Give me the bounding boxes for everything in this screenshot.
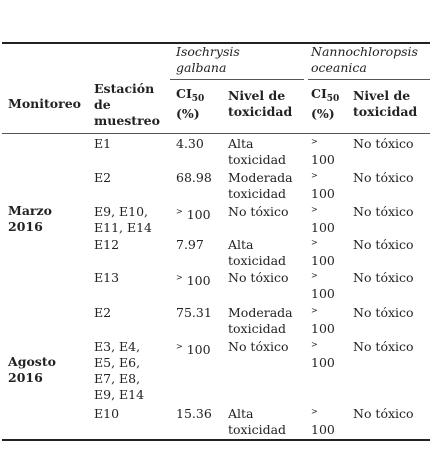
- bottom-rule: [2, 439, 430, 441]
- ci50-cell-1: > 100: [176, 273, 211, 288]
- ci50-cell-2: 100: [311, 152, 335, 167]
- toxicity-cell-2: No tóxico: [353, 270, 414, 285]
- station-cell: E10: [94, 406, 120, 421]
- ci50-cell-1: 4.30: [176, 136, 204, 151]
- toxicity-cell-1: Alta toxicidad: [228, 237, 287, 268]
- ci50-cell-1: 7.97: [176, 237, 204, 252]
- toxicity-cell-2: No tóxico: [353, 136, 414, 151]
- header-bottom-rule: [2, 133, 430, 134]
- species-2-rule: [308, 79, 430, 80]
- ci50-symbol-2: >: [311, 238, 318, 247]
- toxicity-cell-2: No tóxico: [353, 204, 414, 219]
- ci50-cell-2: 100: [311, 186, 335, 201]
- ci50-header-2: $CI_{50}$: [311, 86, 340, 104]
- station-cell: E9, E10, E11, E14: [94, 204, 153, 235]
- ci50-cell-1: 15.36: [176, 406, 212, 421]
- group-label-marzo: Marzo 2016: [8, 203, 52, 234]
- station-cell: E3, E4, E5, E6, E7, E8, E9, E14: [94, 339, 145, 402]
- ci50-cell-2: 100: [311, 321, 335, 336]
- toxicity-cell-2: No tóxico: [353, 339, 414, 354]
- toxicity-cell-2: No tóxico: [353, 406, 414, 421]
- station-cell: E2: [94, 170, 112, 185]
- station-cell: E2: [94, 305, 112, 320]
- toxicity-cell-1: No tóxico: [228, 270, 289, 285]
- toxicity-cell-2: No tóxico: [353, 237, 414, 252]
- ci50-unit-2: (%): [311, 106, 335, 121]
- ci50-symbol-2: >: [311, 137, 318, 146]
- station-cell: E13: [94, 270, 120, 285]
- ci50-cell-1: 68.98: [176, 170, 212, 185]
- species-1-header: Isochrysis galbana: [176, 44, 240, 75]
- nivel-header-2: Nivel de toxicidad: [353, 88, 418, 119]
- ci50-header-1: $CI_{50}$: [176, 86, 205, 104]
- station-cell: E12: [94, 237, 120, 252]
- toxicity-cell-1: No tóxico: [228, 339, 289, 354]
- ci50-cell-2: 100: [311, 355, 335, 370]
- ci50-symbol-2: >: [311, 171, 318, 180]
- ci50-cell-1: > 100: [176, 207, 211, 222]
- ci50-symbol-2: >: [311, 306, 318, 315]
- monitoreo-header: Monitoreo: [8, 96, 81, 111]
- ci50-cell-2: 100: [311, 422, 335, 437]
- toxicity-cell-2: No tóxico: [353, 305, 414, 320]
- ci50-unit-1: (%): [176, 106, 200, 121]
- toxicity-cell-1: Moderada toxicidad: [228, 305, 293, 336]
- species-1-rule: [170, 79, 304, 80]
- species-2-header: Nannochloropsis oceanica: [311, 44, 418, 75]
- ci50-symbol-2: >: [311, 205, 318, 214]
- ci50-symbol-2: >: [311, 271, 318, 280]
- ci50-symbol-2: >: [311, 407, 318, 416]
- ci50-cell-1: 75.31: [176, 305, 212, 320]
- ci50-symbol-2: >: [311, 340, 318, 349]
- ci50-cell-2: 100: [311, 253, 335, 268]
- toxicity-cell-1: Alta toxicidad: [228, 406, 287, 437]
- toxicity-cell-1: Alta toxicidad: [228, 136, 287, 167]
- group-label-agosto: Agosto 2016: [8, 354, 56, 385]
- ci50-cell-1: > 100: [176, 342, 211, 357]
- ci50-cell-2: 100: [311, 220, 335, 235]
- station-cell: E1: [94, 136, 112, 151]
- ci50-cell-2: 100: [311, 286, 335, 301]
- estacion-header: Estación de muestreo: [94, 81, 160, 128]
- toxicity-cell-1: Moderada toxicidad: [228, 170, 293, 201]
- toxicity-cell-2: No tóxico: [353, 170, 414, 185]
- nivel-header-1: Nivel de toxicidad: [228, 88, 293, 119]
- toxicity-cell-1: No tóxico: [228, 204, 289, 219]
